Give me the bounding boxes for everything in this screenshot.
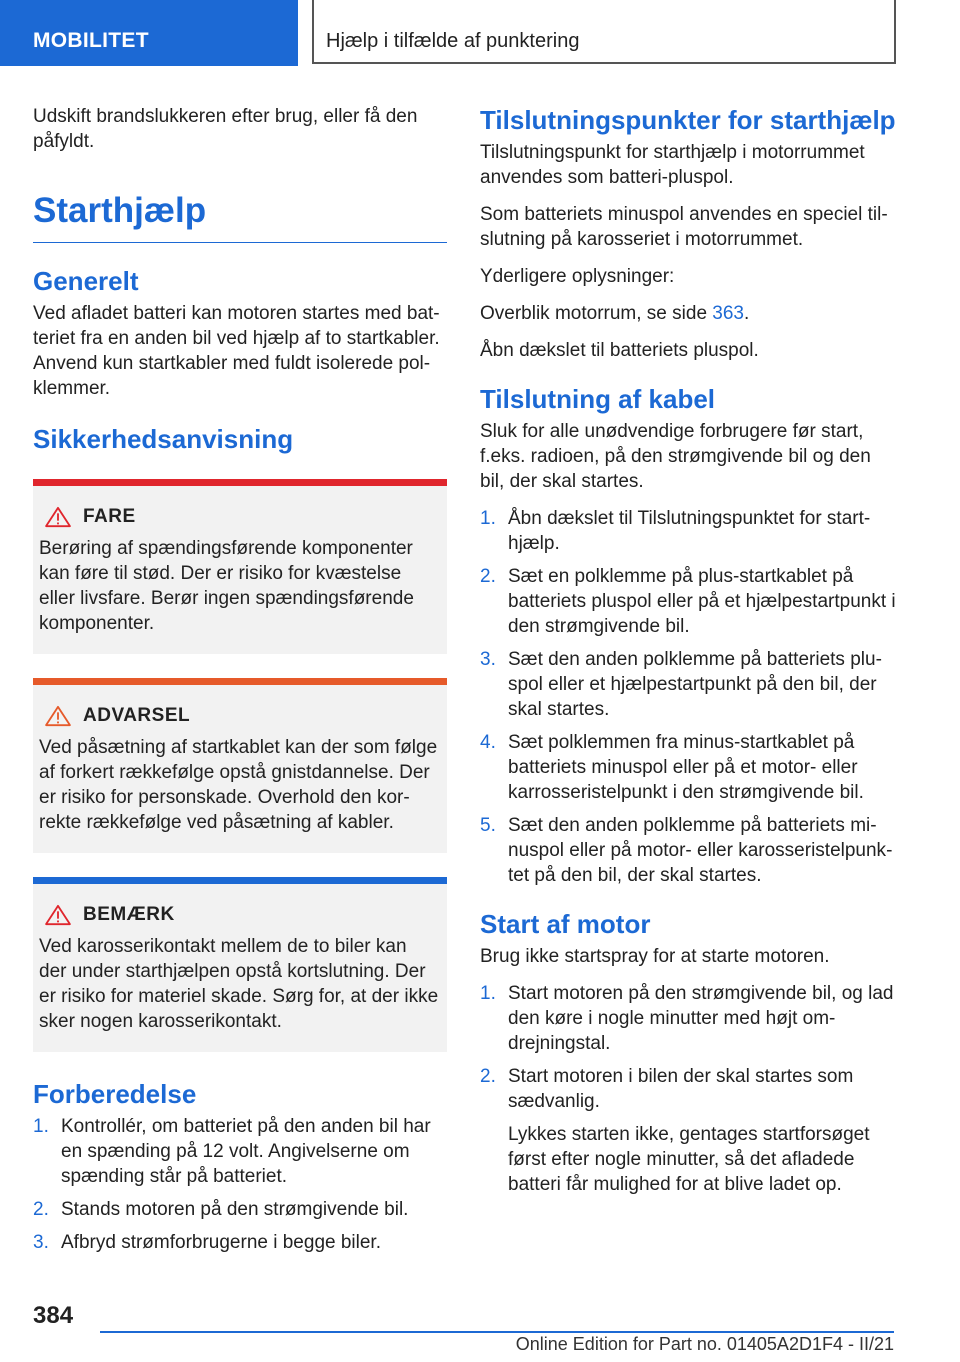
- prep-heading: Forberedelse: [33, 1079, 197, 1109]
- warning-triangle-icon: [43, 705, 73, 727]
- warning-box: [33, 678, 447, 853]
- list-item: 1. Åbn dækslet til Tilslutningspunktet for starthjælp.: [480, 508, 871, 554]
- page-header: [0, 0, 960, 66]
- warning-triangle-icon: [43, 904, 73, 926]
- conn-heading: Tilslutningspunkter for starthjælp: [480, 105, 896, 135]
- conn-text-3: Yderligere oplysninger:: [480, 266, 675, 287]
- safety-heading: Sikkerhedsanvisning: [33, 424, 294, 454]
- cable-list: [480, 506, 900, 888]
- start-list: [480, 981, 900, 1197]
- conn-text-1: Tilslutningspunkt for starthjælp i motorrummet anvendes som batteri-pluspol.: [480, 142, 865, 188]
- left-column: [33, 104, 447, 1265]
- page-number: 384: [33, 1302, 74, 1329]
- note-title: BEMÆRK: [83, 904, 175, 925]
- warning-text: Ved påsætning af startkablet kan der som følge af forkert rækkefølge opstå gnistdannelse. Der er risiko for personskade. Overhold den korrekte rækkefølge ved påsætning af kabler.: [39, 737, 438, 833]
- footer-divider: [100, 1331, 894, 1333]
- danger-title: FARE: [83, 506, 136, 527]
- start-intro: Brug ikke startspray for at starte motoren.: [480, 946, 830, 967]
- list-item: 4. Sæt polklemmen fra minus-startkablet på batteriets minuspol eller på et motor- eller karrosseristelpunkt i den strømgivende bil.: [480, 732, 864, 803]
- warning-title: ADVARSEL: [83, 705, 191, 726]
- start-heading: Start af motor: [480, 909, 651, 939]
- list-item: 1. Kontrollér, om batteriet på den anden bil har en spænding på 12 volt. Angivelserne om spænding står på batteriet.: [33, 1116, 431, 1187]
- list-item: 2. Sæt en polklemme på plus-startkablet på batteriets pluspol eller på et hjælpestartpunkt i den strømgivende bil.: [480, 566, 896, 637]
- section-tab: MOBILITET: [0, 0, 298, 66]
- list-item: 2. Stands motoren på den strømgivende bil.: [33, 1199, 409, 1220]
- cable-heading: Tilslutning af kabel: [480, 384, 716, 414]
- conn-text-4: Overblik motorrum, se side 363.: [480, 303, 750, 324]
- intro-text: Udskift brandslukkeren efter brug, eller få den påfyldt.: [33, 106, 418, 152]
- list-item: 3. Sæt den anden polklemme på batteriets pluspol eller et hjælpestartpunkt på den bil, der skal startes.: [480, 649, 882, 720]
- cable-intro: Sluk for alle unødvendige forbrugere før start, f.eks. radioen, på den strømgivende bil og den bil, der skal startes.: [480, 421, 871, 492]
- note-text: Ved karosserikontakt mellem de to biler kan der under starthjælpen opstå kortslutning. Der er risiko for materiel skade. Sørg for, at der ikke sker nogen karosserikontakt.: [39, 936, 439, 1032]
- prep-list: [33, 1114, 447, 1255]
- start-sub-text: Lykkes starten ikke, gentages startforsøget først efter nogle minutter, så det afladede batteri får mulighed for at blive ladet op.: [508, 1124, 870, 1195]
- note-box: [33, 877, 447, 1052]
- main-heading: Starthjælp: [33, 188, 447, 243]
- list-item: 1. Start motoren på den strømgivende bil, og lad den køre i nogle minutter med højt omdrejningstal.: [480, 983, 894, 1054]
- list-item: 2. Start motoren i bilen der skal startes som sædvanlig. Lykkes starten ikke, gentages startforsøget først efter nogle minutter, så det afladede batteri får mulighed for at blive ladet op.: [480, 1064, 900, 1197]
- danger-text: Berøring af spændingsførende komponenter kan føre til stød. Der er risiko for kvæstelse eller livsfare. Berør ingen spændingsførende komponenter.: [39, 538, 414, 634]
- edition-text: Online Edition for Part no. 01405A2D1F4 - II/21: [515, 1334, 894, 1354]
- generelt-text: Ved afladet batteri kan motoren startes med batteriet fra en anden bil ved hjælp af to startkabler. Anvend kun startkabler med fuldt isolerede polklemmer.: [33, 303, 440, 399]
- danger-box: [33, 479, 447, 654]
- chapter-title: Hjælp i tilfælde af punktering: [312, 0, 896, 64]
- conn-text-2: Som batteriets minuspol anvendes en speciel tilslutning på karosseriet i motorrummet.: [480, 204, 888, 250]
- page-reference-link[interactable]: 363: [712, 303, 744, 324]
- list-item: 3. Afbryd strømforbrugerne i begge biler.: [33, 1232, 381, 1253]
- list-item: 5. Sæt den anden polklemme på batteriets minuspol eller på motor- eller karosseristelpunktet på den bil, der skal startes.: [480, 815, 893, 886]
- conn-text-5: Åbn dækslet til batteriets pluspol.: [480, 340, 759, 361]
- right-column: [480, 104, 900, 1207]
- generelt-heading: Generelt: [33, 266, 139, 296]
- warning-triangle-icon: [43, 506, 73, 528]
